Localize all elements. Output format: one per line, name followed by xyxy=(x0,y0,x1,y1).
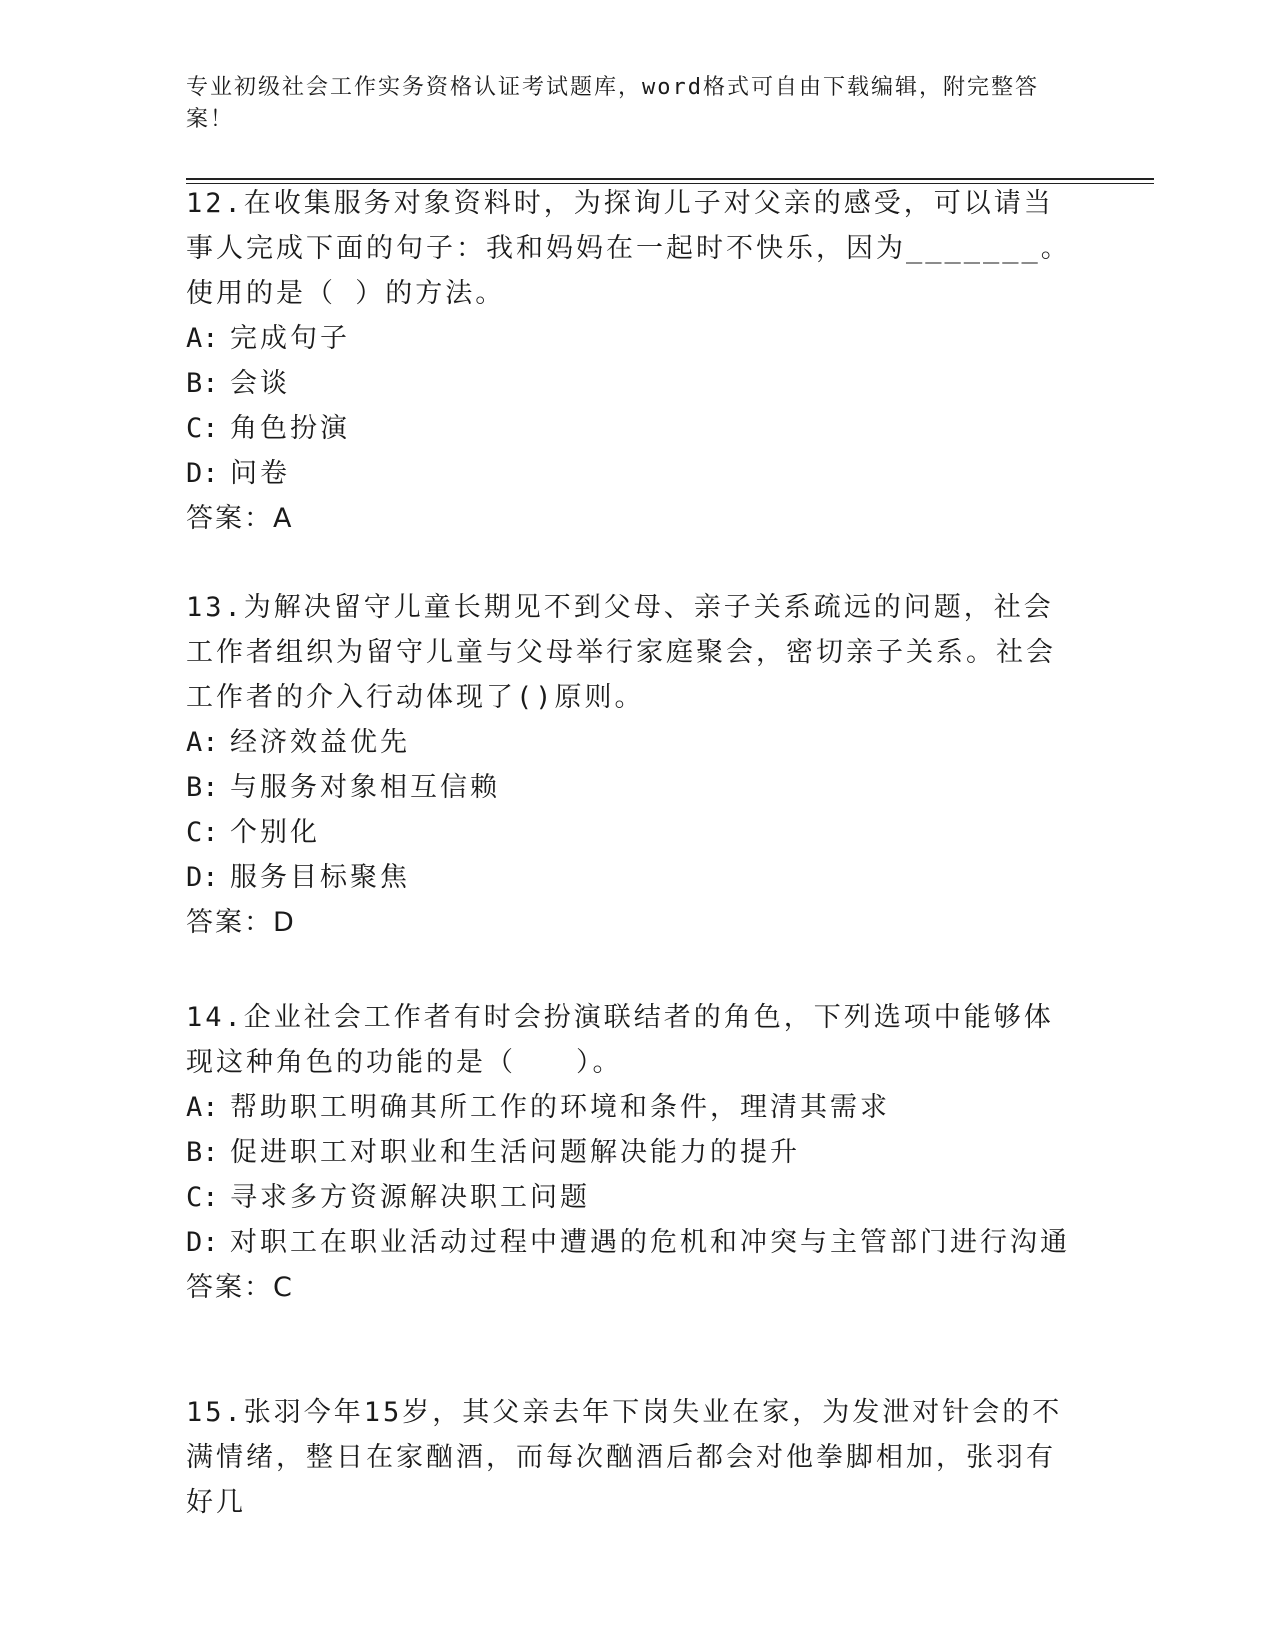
option-c xyxy=(186,406,1076,451)
question-15 xyxy=(186,1390,1076,1525)
question-stem: 13.为解决留守儿童长期见不到父母、亲子关系疏远的问题，社会工作者组织为留守儿童与父母举行家庭聚会，密切亲子关系。社会工作者的介入行动体现了()原则。 xyxy=(186,592,1056,713)
question-stem: 14.企业社会工作者有时会扮演联结者的角色，下列选项中能够体现这种角色的功能的是（ ）。 xyxy=(186,1002,1054,1078)
option-letter: B: xyxy=(186,368,219,399)
option-text: 服务目标聚焦 xyxy=(230,862,410,893)
question-stem: 15.张羽今年15岁，其父亲去年下岗失业在家，为发泄对针会的不满情绪，整日在家酗酒，而每次酗酒后都会对他拳脚相加，张羽有好几 xyxy=(186,1397,1063,1518)
question-12 xyxy=(186,181,1076,541)
option-letter: B: xyxy=(186,772,219,803)
option-letter: A: xyxy=(186,1092,219,1123)
option-b xyxy=(186,361,1076,406)
option-text: 寻求多方资源解决职工问题 xyxy=(230,1182,590,1213)
option-letter: C: xyxy=(186,817,219,848)
answer-line: 答案：D xyxy=(186,907,296,938)
question-13 xyxy=(186,585,1076,945)
option-letter: D: xyxy=(186,1227,219,1258)
option-b xyxy=(186,765,1076,810)
option-letter: A: xyxy=(186,727,219,758)
answer-line: 答案：A xyxy=(186,503,294,534)
question-stem: 12.在收集服务对象资料时，为探询儿子对父亲的感受，可以请当事人完成下面的句子：我和妈妈在一起时不快乐，因为_______。使用的是（ ）的方法。 xyxy=(186,188,1071,309)
option-text: 角色扮演 xyxy=(230,413,350,444)
option-c xyxy=(186,1175,1076,1220)
option-c xyxy=(186,810,1076,855)
option-letter: A: xyxy=(186,323,219,354)
question-14 xyxy=(186,995,1076,1310)
option-letter: C: xyxy=(186,413,219,444)
option-text: 经济效益优先 xyxy=(230,727,410,758)
option-letter: C: xyxy=(186,1182,219,1213)
option-a xyxy=(186,316,1076,361)
option-text: 个别化 xyxy=(230,817,320,848)
option-text: 会谈 xyxy=(230,368,290,399)
option-b xyxy=(186,1130,1076,1175)
option-text: 促进职工对职业和生活问题解决能力的提升 xyxy=(230,1137,800,1168)
option-text: 帮助职工明确其所工作的环境和条件，理清其需求 xyxy=(230,1092,890,1123)
header-divider-thick xyxy=(186,178,1154,180)
option-d xyxy=(186,855,1076,900)
option-d xyxy=(186,1220,1076,1265)
option-text: 问卷 xyxy=(230,458,290,489)
answer-line: 答案：C xyxy=(186,1272,294,1303)
option-a xyxy=(186,1085,1076,1130)
option-text: 完成句子 xyxy=(230,323,350,354)
option-letter: B: xyxy=(186,1137,219,1168)
option-letter: D: xyxy=(186,458,219,489)
option-letter: D: xyxy=(186,862,219,893)
option-text: 对职工在职业活动过程中遭遇的危机和冲突与主管部门进行沟通 xyxy=(230,1227,1070,1258)
option-a xyxy=(186,720,1076,765)
option-d xyxy=(186,451,1076,496)
option-text: 与服务对象相互信赖 xyxy=(230,772,500,803)
document-header: 专业初级社会工作实务资格认证考试题库，word格式可自由下载编辑，附完整答案！ xyxy=(186,75,1039,132)
